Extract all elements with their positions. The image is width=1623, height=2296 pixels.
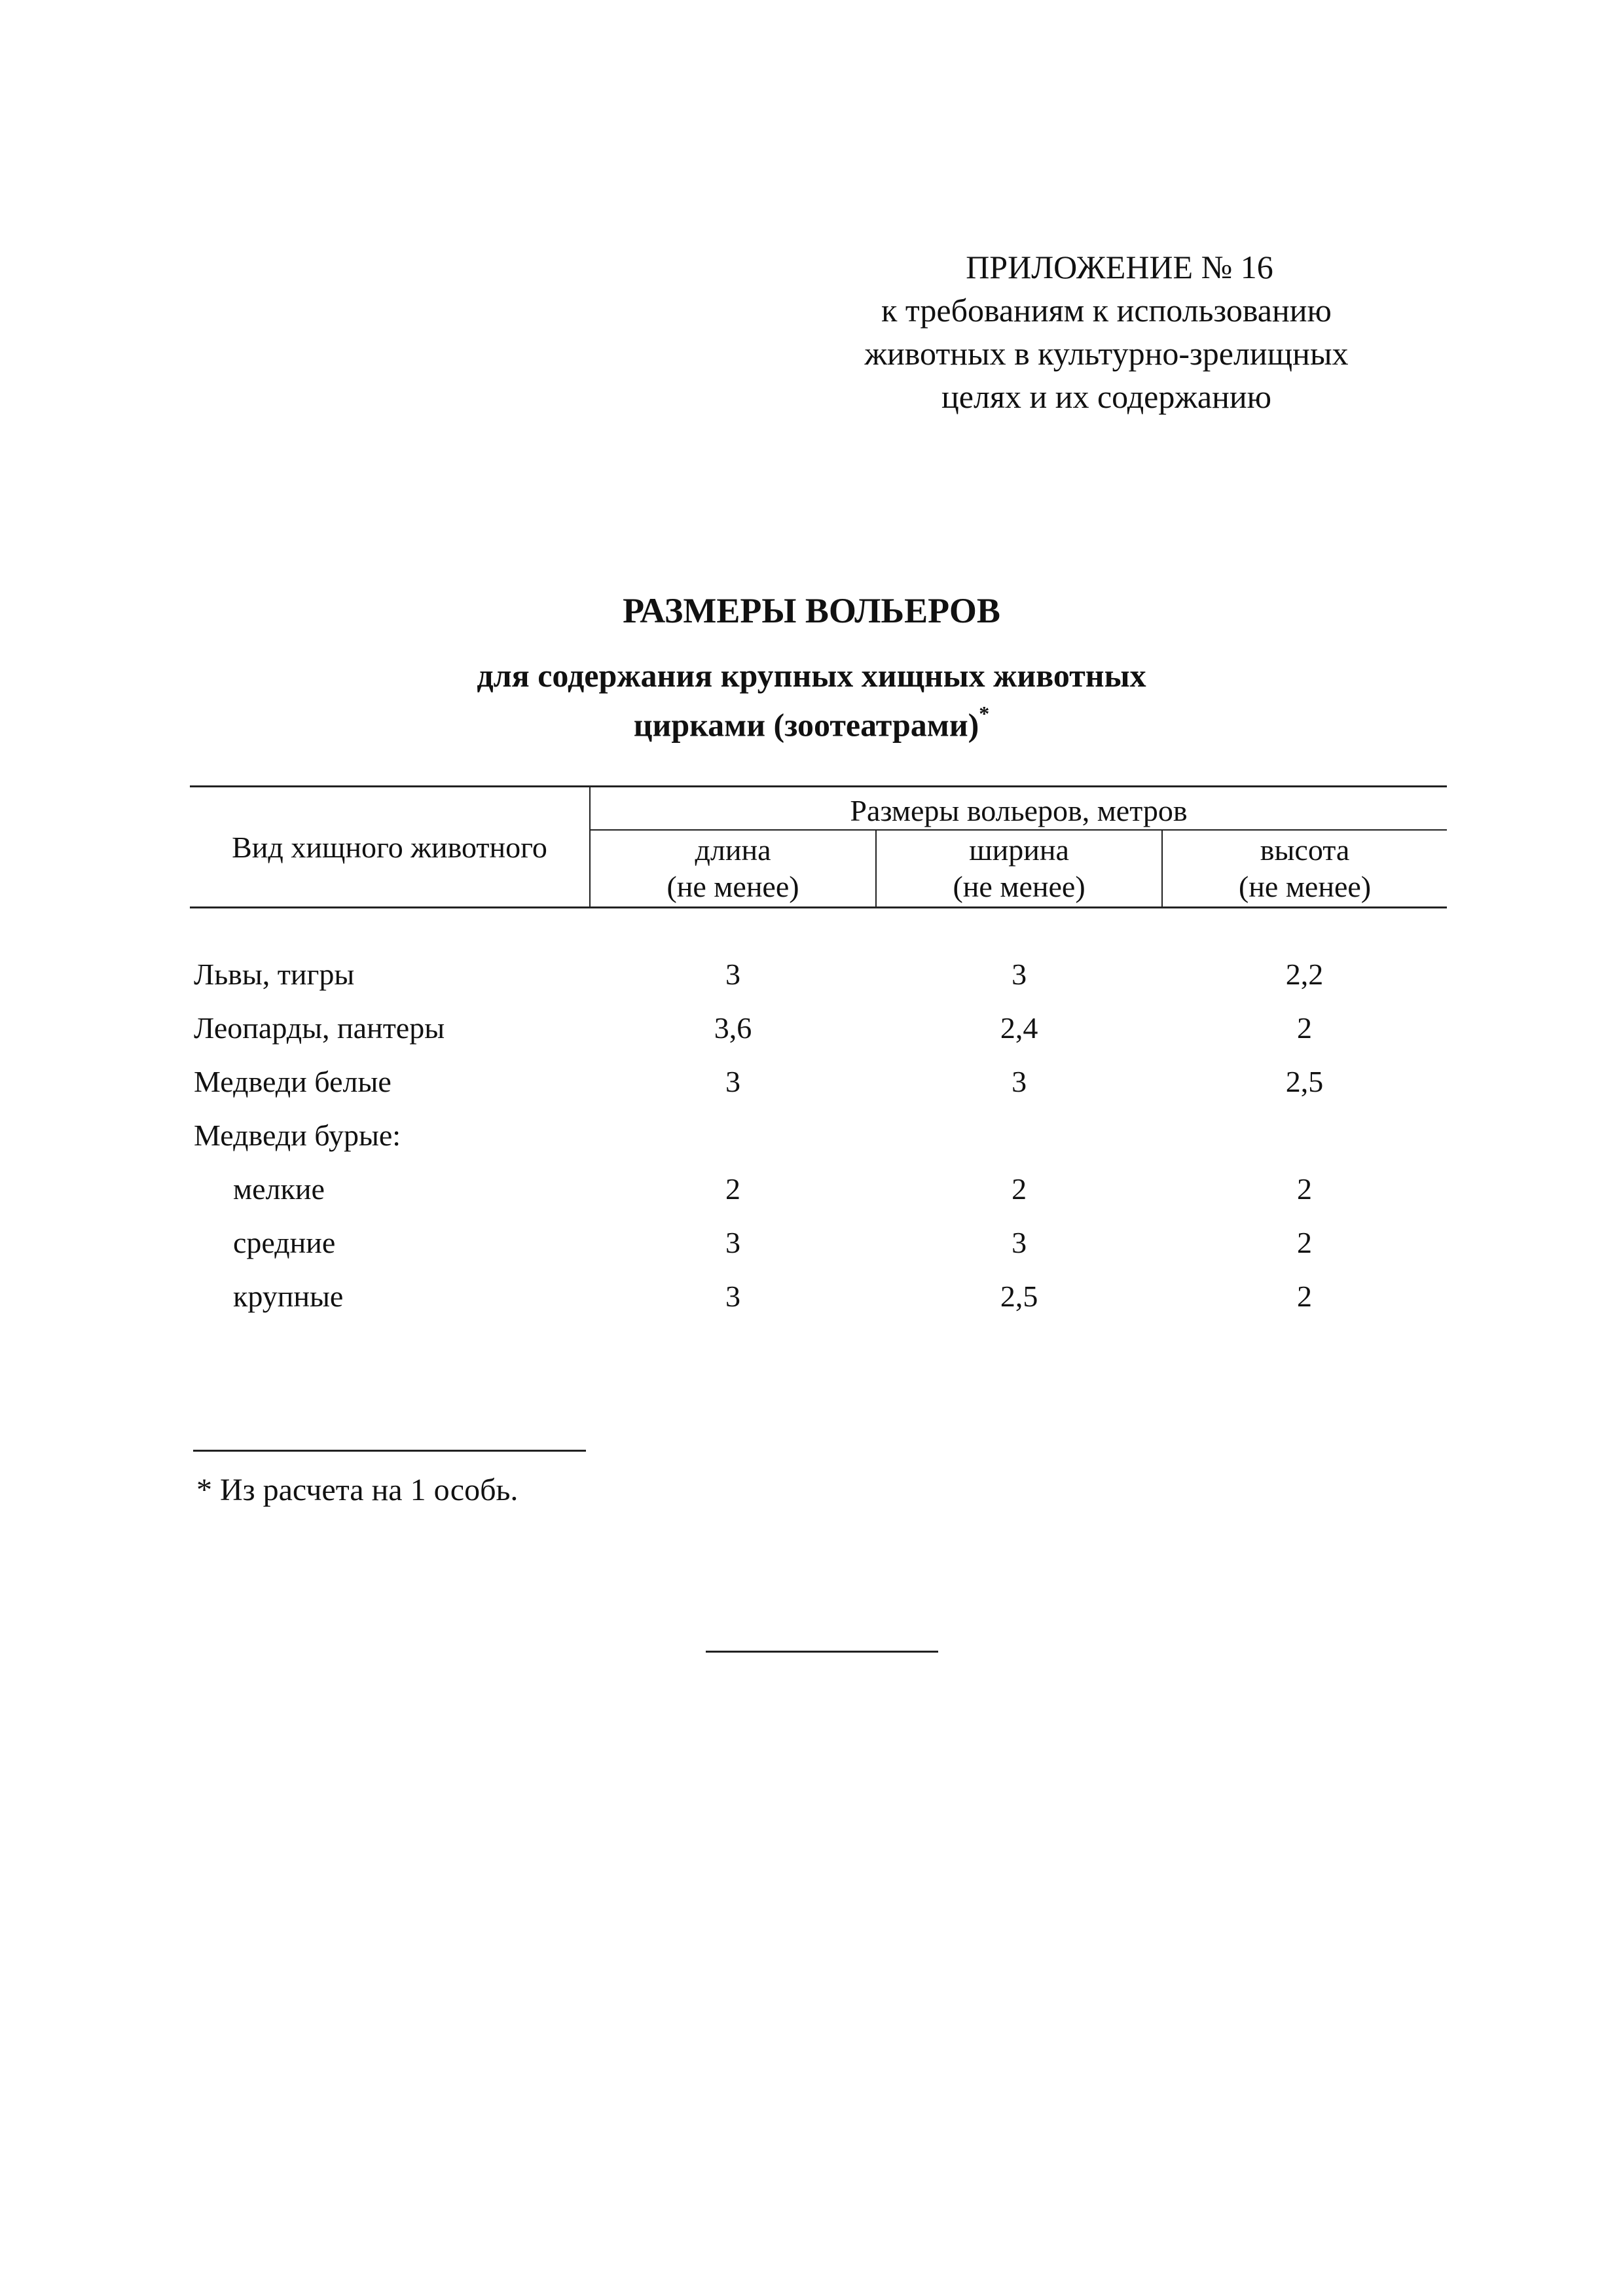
length-column-header: [590, 830, 876, 908]
height-cell: 2: [1297, 1172, 1313, 1206]
table-row: [190, 1216, 1447, 1270]
table-row: [190, 908, 1447, 1002]
document-title: РАЗМЕРЫ ВОЛЬЕРОВ: [623, 591, 1000, 630]
species-cell: средние: [233, 1226, 336, 1259]
species-cell: Львы, тигры: [194, 958, 355, 991]
annex-header: [812, 245, 1401, 418]
height-cell: 2: [1297, 1011, 1313, 1045]
column-note: (не менее): [1238, 870, 1372, 903]
species-cell: мелкие: [233, 1172, 325, 1206]
footnote: * Из расчета на 1 особь.: [196, 1473, 519, 1507]
sizes-group-header: Размеры вольеров, метров: [590, 787, 1447, 831]
annex-line: животных в культурно-зрелищных: [864, 335, 1349, 372]
species-cell: Медведи белые: [194, 1065, 392, 1098]
length-cell: 3: [725, 1226, 741, 1259]
length-cell: 2: [725, 1172, 741, 1206]
species-group-cell: Медведи бурые:: [194, 1119, 401, 1152]
height-cell: 2: [1297, 1280, 1313, 1313]
annex-line: целях и их содержанию: [941, 378, 1271, 415]
subtitle-line-2: [0, 696, 1623, 746]
table-row: [190, 1055, 1447, 1109]
footnote-mark: *: [979, 702, 990, 725]
column-note: (не менее): [666, 870, 799, 903]
subtitle-line-1: для содержания крупных хищных животных: [477, 657, 1146, 694]
height-cell: 2,2: [1285, 958, 1324, 991]
column-name: высота: [1260, 833, 1350, 867]
document-subtitle: [0, 655, 1623, 746]
length-cell: 3: [725, 1280, 741, 1313]
width-cell: 3: [1012, 1065, 1027, 1098]
annex-line: к требованиям к использованию: [881, 292, 1332, 329]
height-cell: 2,5: [1285, 1065, 1324, 1098]
width-cell: 2: [1012, 1172, 1027, 1206]
height-cell: 2: [1297, 1226, 1313, 1259]
subtitle-line-2-text: цирками (зоотеатрами): [633, 706, 979, 744]
annex-title: ПРИЛОЖЕНИЕ № 16: [966, 249, 1273, 285]
column-name: длина: [695, 833, 771, 867]
length-cell: 3: [725, 958, 741, 991]
species-column-header: Вид хищного животного: [190, 787, 590, 908]
width-cell: 2,4: [1000, 1011, 1038, 1045]
width-cell: 3: [1012, 958, 1027, 991]
width-column-header: [876, 830, 1162, 908]
width-cell: 2,5: [1000, 1280, 1038, 1313]
species-cell: Леопарды, пантеры: [194, 1011, 445, 1045]
table-row: [190, 1109, 1447, 1162]
table-row: [190, 1270, 1447, 1323]
length-cell: 3,6: [714, 1011, 752, 1045]
length-cell: 3: [725, 1065, 741, 1098]
height-cell: [1162, 1109, 1447, 1162]
column-name: ширина: [969, 833, 1069, 867]
end-of-document-rule: [706, 1651, 938, 1653]
width-cell: 3: [1012, 1226, 1027, 1259]
enclosure-size-table: [190, 785, 1447, 1323]
table-row: [190, 1162, 1447, 1216]
species-cell: крупные: [233, 1280, 344, 1313]
column-note: (не менее): [953, 870, 1085, 903]
height-column-header: [1162, 830, 1447, 908]
table-row: [190, 1001, 1447, 1055]
footnote-divider: [193, 1450, 586, 1452]
length-cell: [590, 1109, 876, 1162]
width-cell: [876, 1109, 1162, 1162]
